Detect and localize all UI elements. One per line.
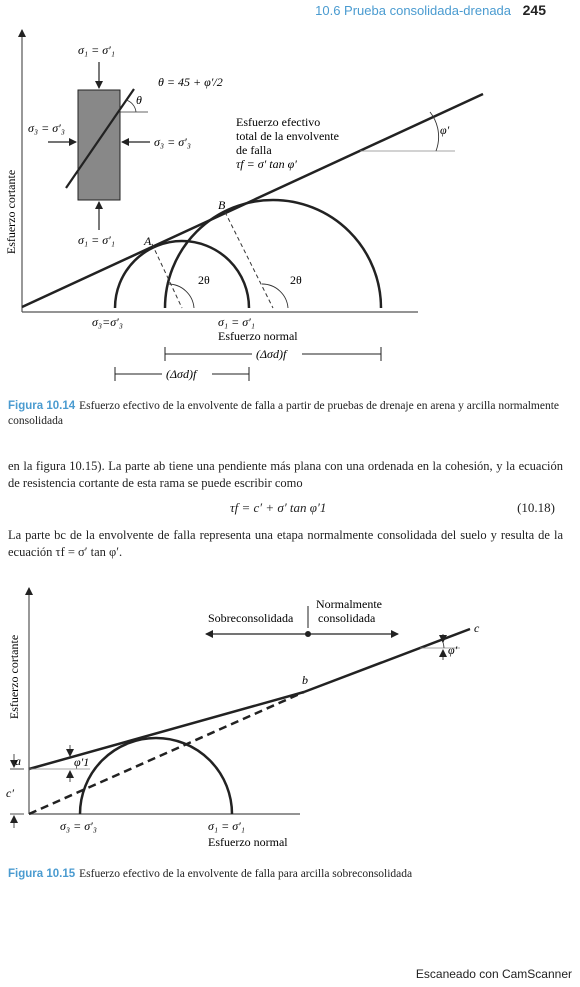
soil-specimen [78, 90, 120, 200]
point-b: B [218, 198, 226, 212]
tau-equation: τf = σ′ tan φ′ [236, 157, 297, 171]
phi-label-2: φ′ [448, 643, 458, 657]
scanner-footer: Escaneado con CamScanner [415, 967, 572, 981]
paragraph-1: en la figura 10.15). La parte ab tiene una pendiente más plana con una ordenada en la cohesión, y la ecuación de resistencia cortante de esta rama se puede escribir como [8, 459, 563, 490]
label-c: c [474, 621, 480, 635]
caption-text-2: Esfuerzo efectivo de la envolvente de falla para arcilla sobreconsolidada [79, 868, 413, 880]
x-axis-label-2: Esfuerzo normal [208, 835, 288, 849]
mohr-circle-b [165, 200, 381, 308]
envelope-label-3: de falla [236, 143, 272, 157]
sigma1-top: σ₁ = σ′₁ [78, 43, 115, 57]
sigma3-axis-label: σ₃=σ′₃ [92, 315, 123, 329]
caption-label-2: Figura 10.15 [8, 868, 76, 880]
equation-expression: τf = c′ + σ′ tan φ′1 [230, 500, 327, 515]
radius-b [225, 212, 273, 308]
nc-label-2: consolidada [318, 611, 376, 625]
caption-10-14 [8, 399, 563, 429]
envelope-label-2: total de la envolvente [236, 129, 339, 143]
sigma3-left: σ₃ = σ′₃ [28, 121, 65, 135]
sigma1-axis-label: σ₁ = σ′₁ [218, 315, 255, 329]
paragraph-2: La parte bc de la envolvente de falla representa una etapa normalmente consolidada del suelo y resulta de la ecuación τf = σ′ tan φ′. [8, 528, 563, 559]
page-number: 245 [522, 2, 546, 18]
cprime-label: c′ [6, 786, 14, 800]
delta-label-upper: (Δσd)f [256, 347, 287, 361]
label-b: b [302, 673, 308, 687]
theta-arc [126, 100, 136, 112]
section-title: 10.6 Prueba consolidada-drenada [315, 3, 512, 18]
phi-label: φ′ [440, 123, 450, 137]
nc-label-1: Normalmente [316, 597, 382, 611]
sigma1-axis-label-2: σ₁ = σ′₁ [208, 819, 245, 833]
y-axis-label: Esfuerzo cortante [4, 169, 18, 255]
sigma3-axis-label-2: σ₃ = σ′₃ [60, 819, 97, 833]
two-theta-b: 2θ [290, 273, 302, 287]
equation-number: (10.18) [517, 500, 555, 515]
oc-label: Sobreconsolidada [208, 611, 294, 625]
figure-10-14 [0, 22, 580, 392]
envelope-label-1: Esfuerzo efectivo [236, 115, 321, 129]
phi1-label: φ′1 [74, 755, 90, 769]
figure-10-15 [0, 582, 580, 857]
envelope-ab [29, 692, 304, 769]
sigma1-bottom: σ₁ = σ′₁ [78, 233, 115, 247]
sigma3-right: σ₃ = σ′₃ [154, 135, 191, 149]
caption-10-15 [8, 867, 563, 882]
x-axis-label: Esfuerzo normal [218, 329, 298, 343]
angle-arc-a [168, 284, 194, 308]
caption-text: Esfuerzo efectivo de la envolvente de falla a partir de pruebas de drenaje en arena y arcilla normalmente consolidada [8, 400, 560, 427]
label-a: a [15, 754, 21, 768]
theta-equation: θ = 45 + φ′/2 [158, 75, 223, 89]
delta-label-lower: (Δσd)f [166, 367, 197, 381]
angle-arc-b [262, 284, 288, 308]
caption-label: Figura 10.14 [8, 400, 76, 412]
two-theta-a: 2θ [198, 273, 210, 287]
running-header [315, 2, 546, 18]
y-axis-label-2: Esfuerzo cortante [7, 634, 21, 720]
point-a: A [144, 234, 152, 248]
envelope-bc [304, 629, 470, 692]
theta-label: θ [136, 93, 142, 107]
radius-a [152, 244, 182, 308]
